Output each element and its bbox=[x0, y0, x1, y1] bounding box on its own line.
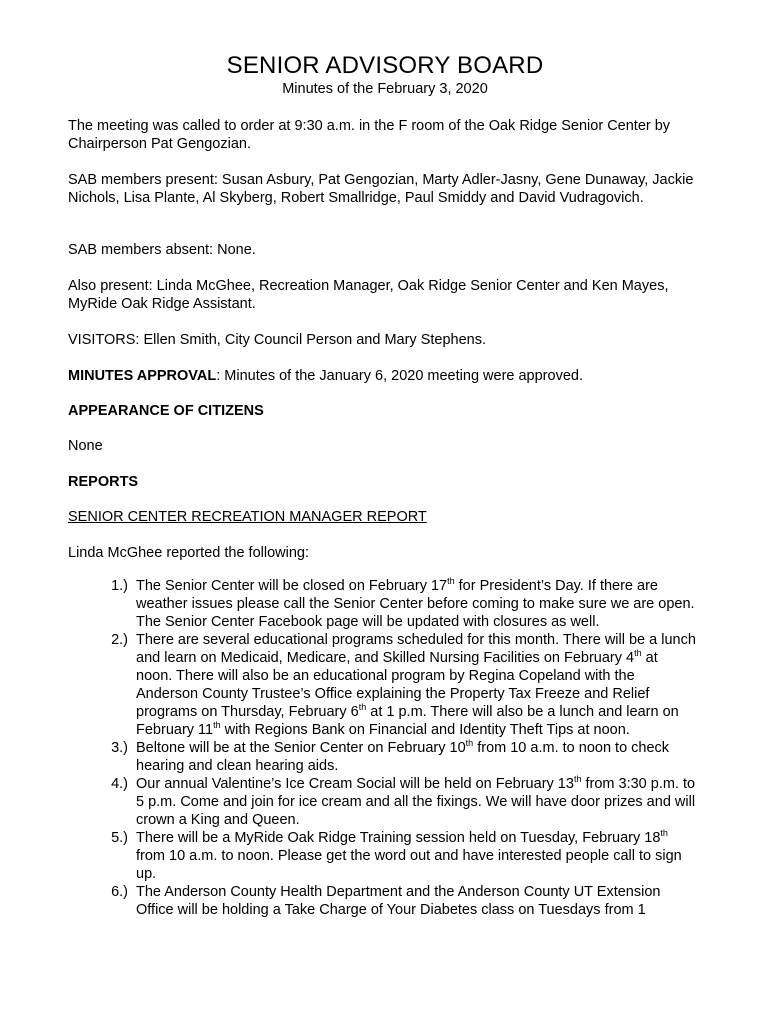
also-present-paragraph: Also present: Linda McGhee, Recreation Manager, Oak Ridge Senior Center and Ken Mayes, MyRide Oak Ridge Assistant. bbox=[68, 278, 669, 312]
manager-report-heading: SENIOR CENTER RECREATION MANAGER REPORT bbox=[68, 509, 427, 525]
appearance-heading: APPEARANCE OF CITIZENS bbox=[68, 403, 264, 419]
call-to-order-paragraph: The meeting was called to order at 9:30 a.m. in the F room of the Oak Ridge Senior Center by Chairperson Pat Gengozian. bbox=[68, 118, 671, 152]
list-item: 4.) Our annual Valentine’s Ice Cream Social will be held on February 13th from 3:30 p.m. to 5 p.m. Come and join for ice cream and all the fixings. We will have door prizes and will crown a King and Queen. bbox=[98, 775, 698, 829]
minutes-approval-text: : Minutes of the January 6, 2020 meeting were approved. bbox=[216, 368, 583, 384]
page-title: SENIOR ADVISORY BOARD bbox=[226, 52, 544, 79]
list-item: 6.) The Anderson County Health Department and the Anderson County UT Extension Office will be holding a Take Charge of Your Diabetes class on Tuesdays from 1 bbox=[98, 883, 698, 919]
visitors-paragraph: VISITORS: Ellen Smith, City Council Person and Mary Stephens. bbox=[68, 332, 486, 348]
list-item-number: 2.) bbox=[111, 632, 128, 648]
list-item-number: 5.) bbox=[111, 830, 128, 846]
members-present-paragraph: SAB members present: Susan Asbury, Pat Gengozian, Marty Adler-Jasny, Gene Dunaway, Jackie Nichols, Lisa Plante, Al Skyberg, Robert Smallridge, Paul Smiddy and David Vudragovich. bbox=[68, 172, 694, 206]
minutes-approval-label: MINUTES APPROVAL bbox=[68, 368, 217, 384]
reports-heading: REPORTS bbox=[68, 474, 139, 490]
list-item: 1.) The Senior Center will be closed on February 17th for President’s Day. If there are weather issues please call the Senior Center before coming to make sure we are open. The Senior Center Facebook page will be updated with closures as well. bbox=[98, 577, 698, 631]
list-item: 2.) There are several educational programs scheduled for this month. There will be a lunch and learn on Medicaid, Medicare, and Skilled Nursing Facilities on February 4th at noon. There will also be an educational program by Regina Copeland with the Anderson County Trustee’s Office explaining the Property Tax Freeze and Relief programs on Thursday, February 6th at 1 p.m. There will also be a lunch and learn on February 11th with Regions Bank on Financial and Identity Theft Tips at noon. bbox=[98, 631, 698, 739]
list-item-number: 4.) bbox=[111, 776, 128, 792]
appearance-text: None bbox=[68, 438, 103, 454]
members-absent-paragraph: SAB members absent: None. bbox=[68, 242, 256, 258]
minutes-approval-paragraph bbox=[68, 367, 708, 385]
list-item: 3.) Beltone will be at the Senior Center on February 10th from 10 a.m. to noon to check hearing and clean hearing aids. bbox=[98, 739, 698, 775]
report-items-list bbox=[98, 577, 698, 919]
list-item-number: 1.) bbox=[111, 578, 128, 594]
list-item-number: 6.) bbox=[111, 884, 128, 900]
list-item: 5.) There will be a MyRide Oak Ridge Training session held on Tuesday, February 18th from 10 a.m. to noon. Please get the word out and have interested people call to sign up. bbox=[98, 829, 698, 883]
reported-intro: Linda McGhee reported the following: bbox=[68, 545, 310, 561]
list-item-number: 3.) bbox=[111, 740, 128, 756]
page-subtitle: Minutes of the February 3, 2020 bbox=[282, 81, 488, 97]
